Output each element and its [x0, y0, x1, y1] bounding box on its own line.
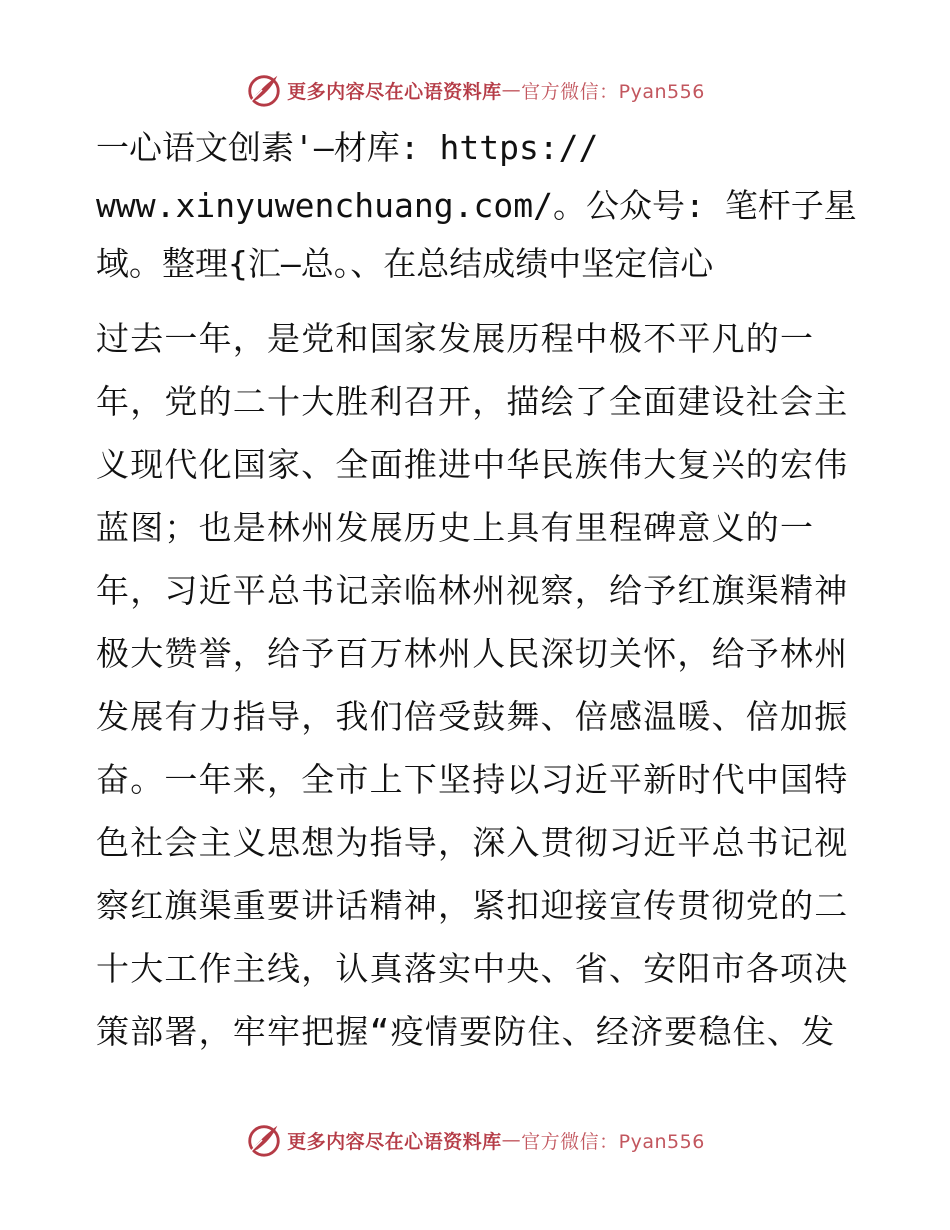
text-line: 察红旗渠重要讲话精神，紧扣迎接宣传贯彻党的二 [96, 886, 849, 925]
watermark-main-text: 更多内容尽在心语资料库 [287, 80, 502, 103]
header-watermark [0, 70, 950, 110]
main-paragraph [96, 319, 856, 1078]
quill-logo-icon [245, 71, 283, 109]
watermark-dash: — [501, 79, 522, 101]
text-line: 蓝图；也是林州发展历史上具有里程碑意义的一 [96, 508, 815, 547]
text-line: 奋。一年来，全市上下坚持以习近平新时代中国特 [96, 760, 849, 799]
text-line: www.xinyuwenchuang.com/。公众号: 笔杆子星 [96, 186, 857, 225]
text-line: 十大工作主线，认真落实中央、省、安阳市各项决 [96, 949, 849, 988]
text-line: 义现代化国家、全面推进中华民族伟大复兴的宏伟 [96, 445, 849, 484]
footer-watermark [0, 1120, 950, 1160]
text-line: 年，习近平总书记亲临林州视察，给予红旗渠精神 [96, 571, 849, 610]
quill-logo-icon [245, 1121, 283, 1159]
intro-paragraph [96, 128, 857, 305]
text-line: 年，党的二十大胜利召开，描绘了全面建设社会主 [96, 382, 849, 421]
watermark-wechat-text: 官方微信：Pyan556 [521, 1130, 705, 1153]
watermark-main-text: 更多内容尽在心语资料库 [287, 1130, 502, 1153]
text-line: 过去一年，是党和国家发展历程中极不平凡的一 [96, 319, 815, 358]
text-line: 策部署，牢牢把握“疫情要防住、经济要稳住、发 [96, 1012, 836, 1051]
text-line: 域。整理{汇—总。、在总结成绩中坚定信心 [96, 244, 714, 283]
text-line: 发展有力指导，我们倍受鼓舞、倍感温暖、倍加振 [96, 697, 849, 736]
text-line: 极大赞誉，给予百万林州人民深切关怀，给予林州 [96, 634, 849, 673]
watermark-dash: — [501, 1129, 522, 1151]
text-line: 色社会主义思想为指导，深入贯彻习近平总书记视 [96, 823, 849, 862]
text-line: 一心语文创素'—材库: https:// [96, 128, 599, 167]
watermark-wechat-text: 官方微信：Pyan556 [521, 80, 705, 103]
